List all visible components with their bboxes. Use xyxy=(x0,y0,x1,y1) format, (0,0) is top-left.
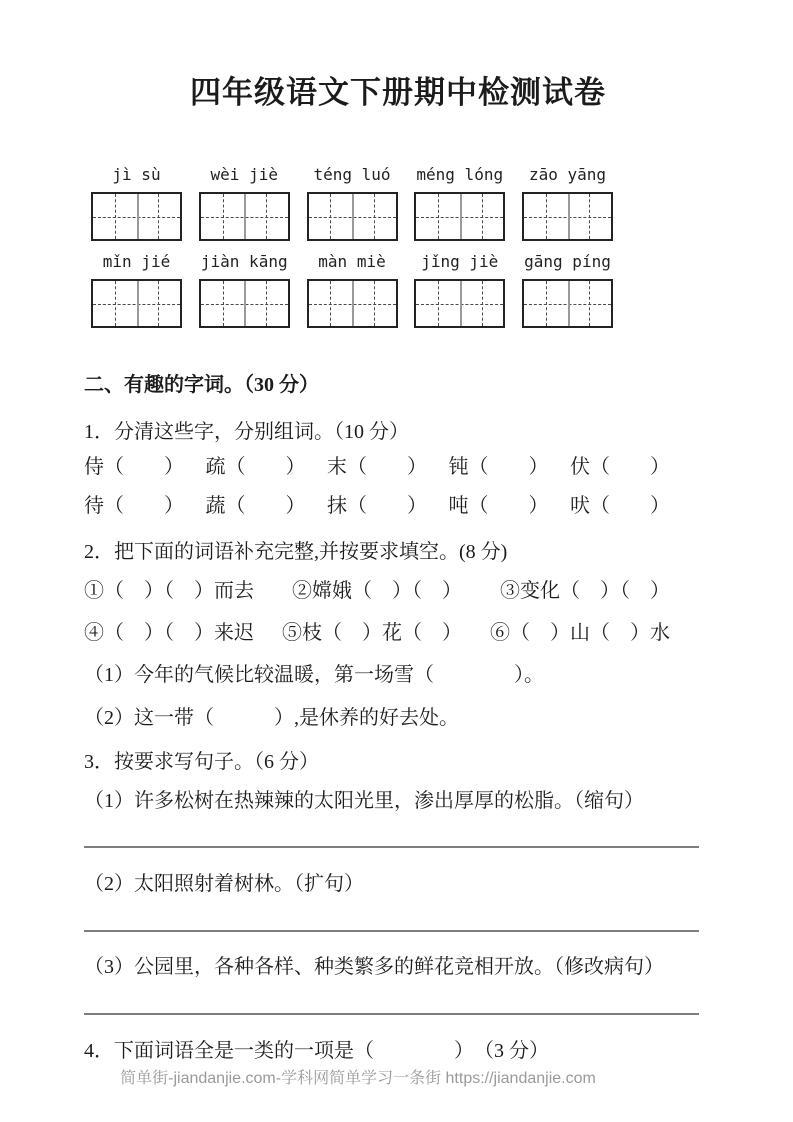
pinyin-grid-cell xyxy=(414,251,505,328)
grid-guide-line xyxy=(330,194,331,239)
pinyin-label: jiàn kāng xyxy=(200,252,288,271)
grid-center-divider xyxy=(352,281,354,326)
pinyin-label: téng luó xyxy=(313,165,391,184)
pinyin-label: màn miè xyxy=(318,252,386,271)
word-group: 末（ ） xyxy=(327,456,427,478)
pinyin-label: jǐng jiè xyxy=(421,252,499,271)
pinyin-label: wèi jiè xyxy=(210,165,278,184)
tianzige-grid xyxy=(199,192,290,241)
grid-guide-line xyxy=(266,194,267,239)
word-group: 伏（ ） xyxy=(570,456,670,478)
question-1-prompt: 1．分清这些字，分别组词。（10 分） xyxy=(84,421,409,443)
tianzige-grid xyxy=(199,279,290,328)
tianzige-grid xyxy=(307,192,398,241)
idiom-item: ⑥（ ）山（ ）水 xyxy=(490,622,670,644)
grid-guide-line xyxy=(158,281,159,326)
pinyin-label: méng lóng xyxy=(416,165,504,184)
word-group: 待（ ） xyxy=(84,495,184,517)
tianzige-grid xyxy=(307,279,398,328)
word-group: 侍（ ） xyxy=(84,456,184,478)
fill-blank-sentence-1: （1）今年的气候比较温暖，第一场雪（ ）。 xyxy=(84,664,544,686)
pinyin-grid-cell xyxy=(307,251,398,328)
sentence-task-2: （2）太阳照射着树林。（扩句） xyxy=(84,873,364,895)
grid-center-divider xyxy=(244,194,246,239)
grid-center-divider xyxy=(460,281,462,326)
question-4-prompt: 4．下面词语全是一类的一项是（ ） （3 分） xyxy=(84,1040,549,1062)
pinyin-grid-row-1 xyxy=(91,164,613,241)
grid-guide-line xyxy=(115,281,116,326)
grid-guide-line xyxy=(438,281,439,326)
pinyin-grid-cell xyxy=(199,251,290,328)
grid-guide-line xyxy=(374,194,375,239)
grid-guide-line xyxy=(223,281,224,326)
grid-guide-line xyxy=(546,194,547,239)
idiom-item: ③变化（ ）（ ） xyxy=(500,580,670,602)
fill-blank-sentence-2: （2）这一带（ ）,是休养的好去处。 xyxy=(84,707,459,729)
word-pair-row-b xyxy=(84,493,670,519)
idiom-row-1 xyxy=(84,578,670,604)
answer-line xyxy=(84,897,699,932)
sentence-task-3: （3）公园里，各种各样、种类繁多的鲜花竞相开放。（修改病句） xyxy=(84,956,664,978)
grid-guide-line xyxy=(589,281,590,326)
pinyin-label: gāng píng xyxy=(524,252,611,271)
grid-center-divider xyxy=(137,194,139,239)
pinyin-grid-cell xyxy=(91,251,182,328)
pinyin-label: mǐn jié xyxy=(102,252,171,271)
pinyin-grid-cell xyxy=(307,164,398,241)
pinyin-label: zāo yāng xyxy=(528,165,607,184)
grid-guide-line xyxy=(374,281,375,326)
pinyin-grid-cell xyxy=(91,164,182,241)
pinyin-grid-cell xyxy=(199,164,290,241)
word-group: 抹（ ） xyxy=(327,495,427,517)
word-group: 蔬（ ） xyxy=(205,495,306,517)
pinyin-label: jì sù xyxy=(112,165,161,184)
grid-guide-line xyxy=(482,194,483,239)
grid-guide-line xyxy=(330,281,331,326)
grid-center-divider xyxy=(568,194,570,239)
grid-center-divider xyxy=(137,281,139,326)
grid-guide-line xyxy=(546,281,547,326)
tianzige-grid xyxy=(414,279,505,328)
tianzige-grid xyxy=(91,279,182,328)
grid-guide-line xyxy=(438,194,439,239)
pinyin-grid-cell xyxy=(522,251,613,328)
tianzige-grid xyxy=(414,192,505,241)
word-pair-row-a xyxy=(84,454,670,480)
grid-center-divider xyxy=(352,194,354,239)
word-group: 疏（ ） xyxy=(205,456,306,478)
footer-watermark: 简单街-jiandanjie.com-学科网简单学习一条街 https://jiandanjie.com xyxy=(120,1070,596,1087)
pinyin-grid-row-2 xyxy=(91,251,613,328)
pinyin-grid-cell xyxy=(414,164,505,241)
page-title: 四年级语文下册期中检测试卷 xyxy=(190,75,606,110)
grid-guide-line xyxy=(589,194,590,239)
grid-guide-line xyxy=(158,194,159,239)
grid-guide-line xyxy=(482,281,483,326)
word-group: 吨（ ） xyxy=(448,495,549,517)
tianzige-grid xyxy=(522,279,613,328)
idiom-row-2 xyxy=(84,620,670,646)
grid-center-divider xyxy=(244,281,246,326)
word-group: 钝（ ） xyxy=(448,456,549,478)
grid-guide-line xyxy=(223,194,224,239)
word-group: 吠（ ） xyxy=(570,495,670,517)
sentence-task-1: （1）许多松树在热辣辣的太阳光里，渗出厚厚的松脂。（缩句） xyxy=(84,790,644,812)
grid-guide-line xyxy=(115,194,116,239)
idiom-item: ④（ ）（ ）来迟 xyxy=(84,622,254,644)
idiom-item: ①（ ）（ ）而去 xyxy=(84,580,254,602)
tianzige-grid xyxy=(91,192,182,241)
idiom-item: ②嫦娥（ ）（ ） xyxy=(292,580,462,602)
grid-guide-line xyxy=(266,281,267,326)
tianzige-grid xyxy=(522,192,613,241)
question-2-prompt: 2．把下面的词语补充完整,并按要求填空。(8 分) xyxy=(84,541,508,563)
answer-line xyxy=(84,814,699,848)
idiom-item: ⑤枝（ ）花（ ） xyxy=(282,622,462,644)
question-3-prompt: 3．按要求写句子。（6 分） xyxy=(84,751,319,773)
pinyin-grid-cell xyxy=(522,164,613,241)
grid-center-divider xyxy=(460,194,462,239)
section-heading: 二、有趣的字词。（30 分） xyxy=(84,374,319,396)
grid-center-divider xyxy=(568,281,570,326)
answer-line xyxy=(84,980,699,1015)
